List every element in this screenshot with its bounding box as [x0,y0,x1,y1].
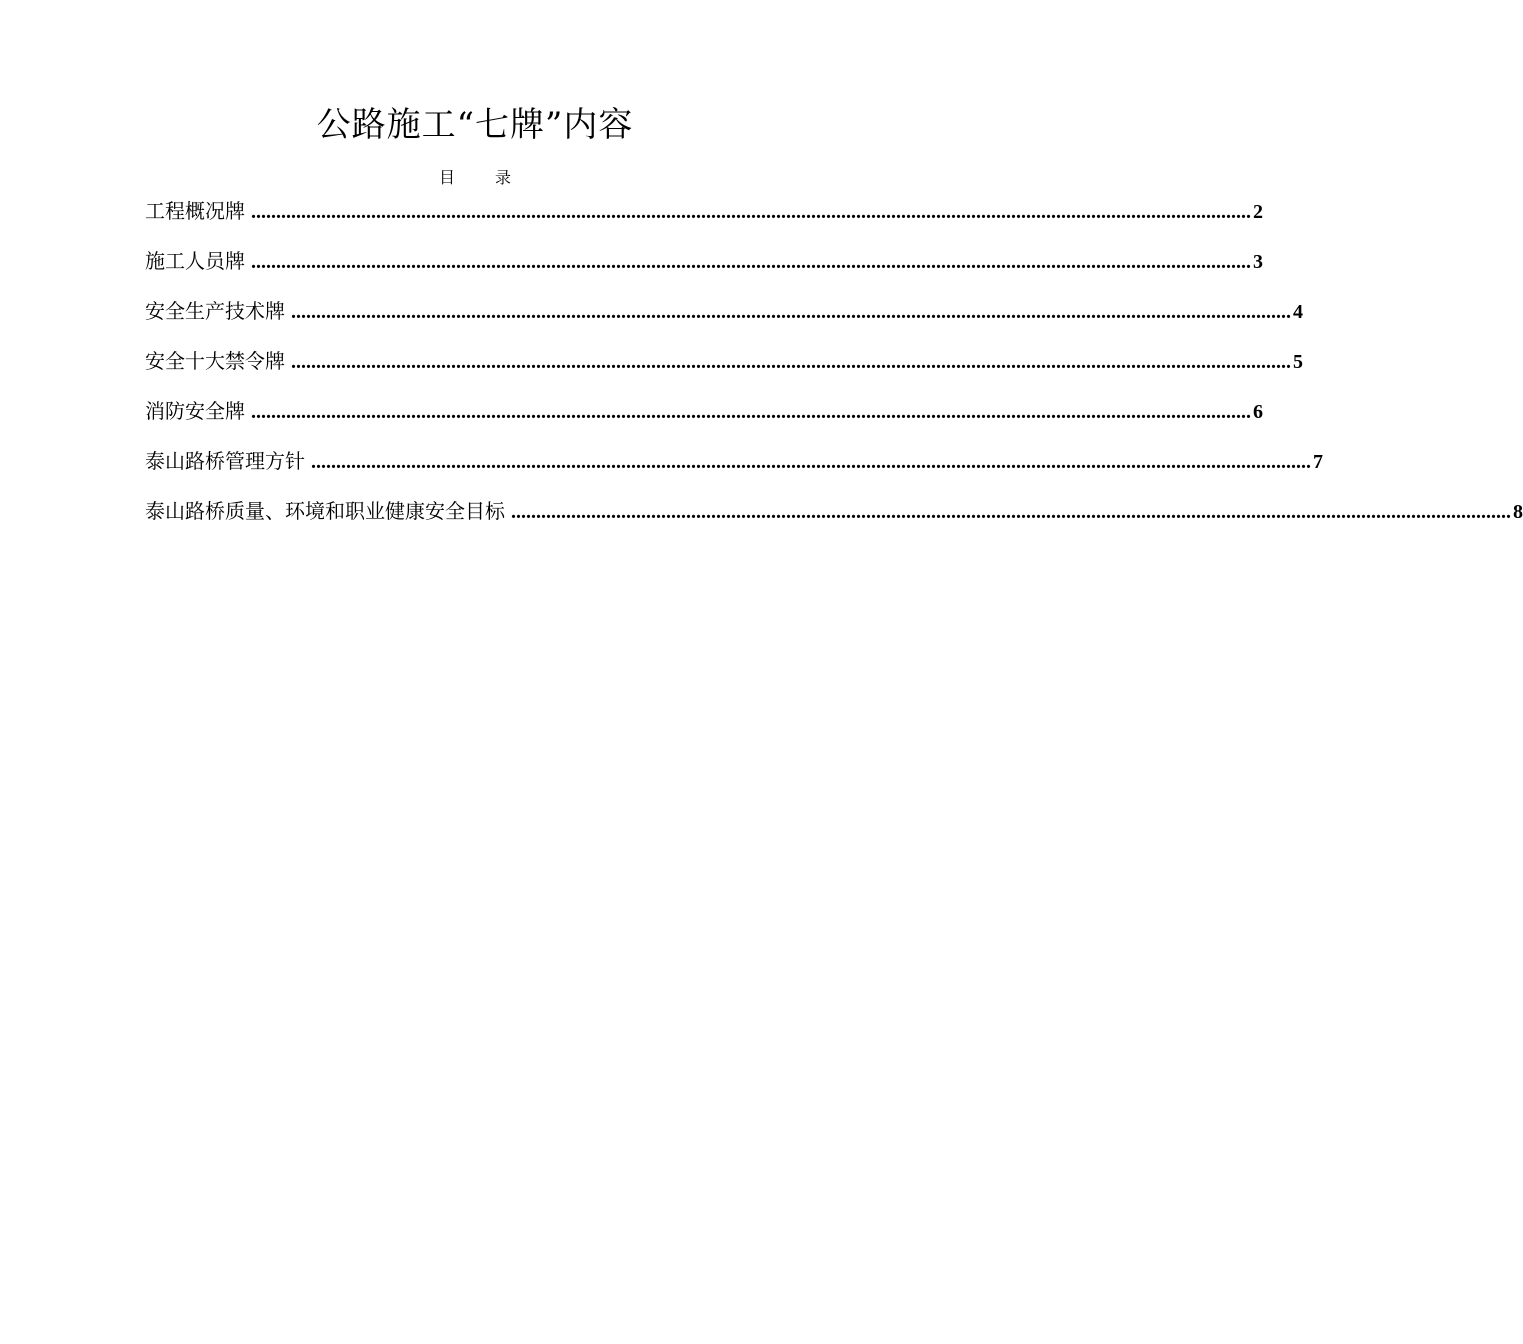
toc-entry-fire-safety[interactable] [145,394,1263,444]
toc-entry-page: 3 [1253,251,1263,273]
toc-entry-management-policy[interactable] [145,444,1323,494]
toc-entry-label: 施工人员牌 [145,249,245,273]
toc-leader-dots: ........................................................................................................................................................................................................ [291,301,1291,323]
table-of-contents [145,194,1523,544]
toc-entry-overview[interactable] [145,194,1263,244]
toc-heading-char-2: 录 [495,168,512,187]
toc-entry-page: 7 [1313,451,1323,473]
toc-leader-dots: ........................................................................................................................................................................................................ [251,251,1251,273]
toc-entry-label: 泰山路桥质量、环境和职业健康安全目标 [145,499,505,523]
toc-leader-dots: ........................................................................................................................................................................................................ [251,201,1251,223]
toc-entry-safety-tech[interactable] [145,294,1303,344]
toc-entry-page: 8 [1513,501,1523,523]
toc-entry-safety-bans[interactable] [145,344,1303,394]
toc-entry-label: 安全生产技术牌 [145,299,285,323]
toc-leader-dots: ........................................................................................................................................................................................................ [511,501,1511,523]
toc-entry-label: 泰山路桥管理方针 [145,449,305,473]
toc-leader-dots: ........................................................................................................................................................................................................ [251,401,1251,423]
toc-heading-char-1: 目 [438,168,455,187]
toc-entry-label: 工程概况牌 [145,199,245,223]
toc-heading [0,166,950,190]
toc-entry-personnel[interactable] [145,244,1263,294]
toc-entry-page: 2 [1253,201,1263,223]
toc-entry-page: 4 [1293,301,1303,323]
toc-leader-dots: ........................................................................................................................................................................................................ [291,351,1291,373]
toc-leader-dots: ........................................................................................................................................................................................................ [311,451,1311,473]
toc-entry-page: 5 [1293,351,1303,373]
toc-entry-label: 安全十大禁令牌 [145,349,285,373]
document-title: 公路施工“七牌”内容 [316,105,634,145]
toc-entry-label: 消防安全牌 [145,399,245,423]
toc-entry-page: 6 [1253,401,1263,423]
toc-entry-quality-goals[interactable] [145,494,1523,544]
